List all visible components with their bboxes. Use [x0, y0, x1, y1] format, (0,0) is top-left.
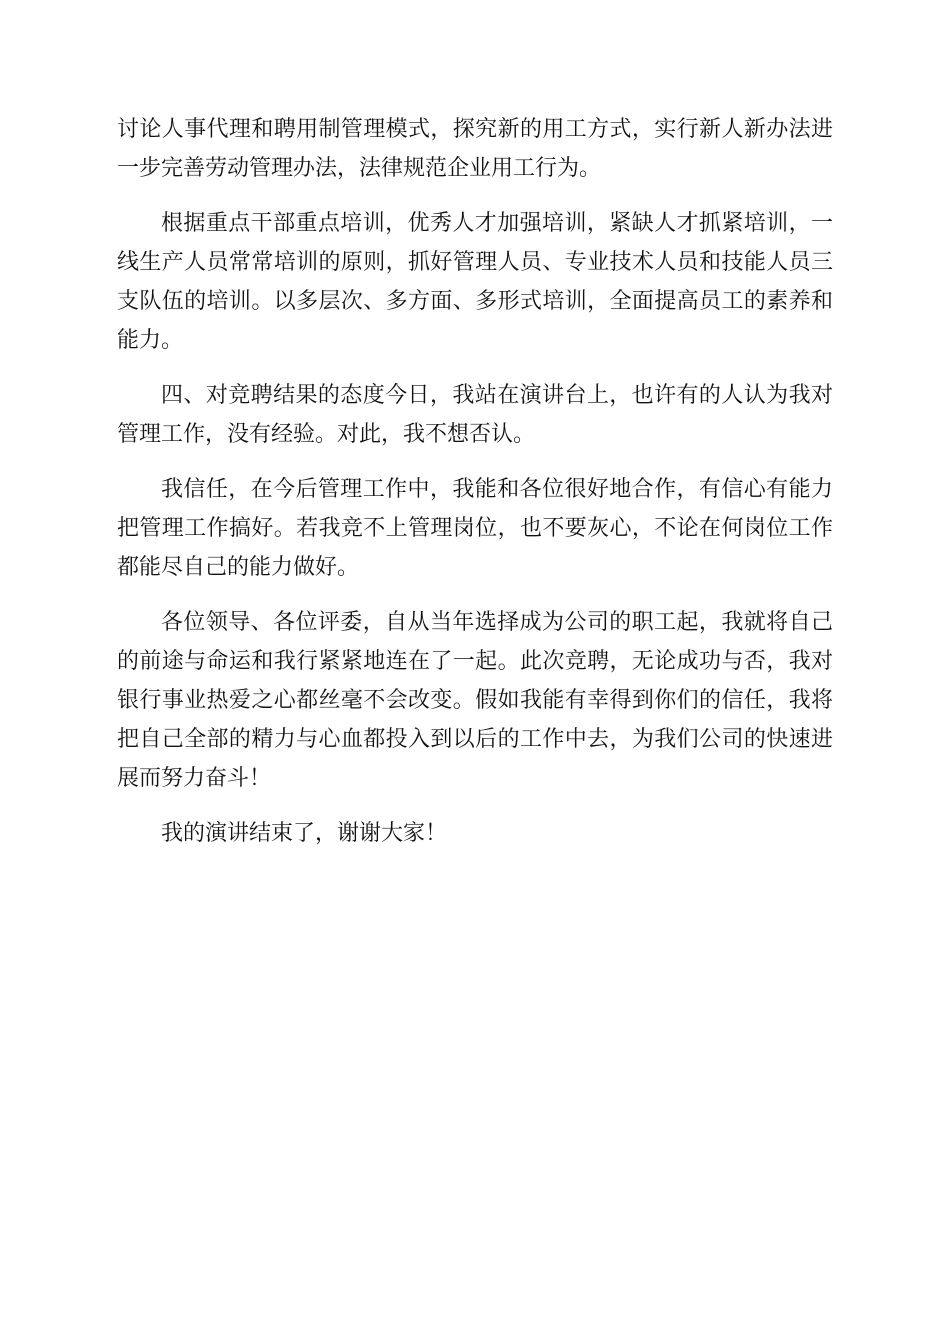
document-body — [117, 110, 833, 869]
paragraph-3: 四、对竞聘结果的态度今日，我站在演讲台上，也许有的人认为我对管理工作，没有经验。对此，我不想否认。 — [117, 383, 833, 447]
paragraph-2: 根据重点干部重点培训，优秀人才加强培训，紧缺人才抓紧培训，一线生产人员常常培训的原则，抓好管理人员、专业技术人员和技能人员三支队伍的培训。以多层次、多方面、多形式培训，全面提高员工的素养和能力。 — [117, 211, 833, 353]
paragraph-4: 我信任，在今后管理工作中，我能和各位很好地合作，有信心有能力把管理工作搞好。若我竞不上管理岗位，也不要灰心，不论在何岗位工作都能尽自己的能力做好。 — [117, 477, 833, 580]
paragraph-6: 我的演讲结束了，谢谢大家！ — [161, 821, 448, 846]
paragraph-5: 各位领导、各位评委，自从当年选择成为公司的职工起，我就将自己的前途与命运和我行紧紧地连在了一起。此次竞聘，无论成功与否，我对银行事业热爱之心都丝毫不会改变。假如我能有幸得到你们的信任，我将把自己全部的精力与心血都投入到以后的工作中去，为我们公司的快速进展而努力奋斗！ — [117, 610, 833, 791]
paragraph-1: 讨论人事代理和聘用制管理模式，探究新的用工方式，实行新人新办法进一步完善劳动管理办法，法律规范企业用工行为。 — [117, 117, 833, 181]
